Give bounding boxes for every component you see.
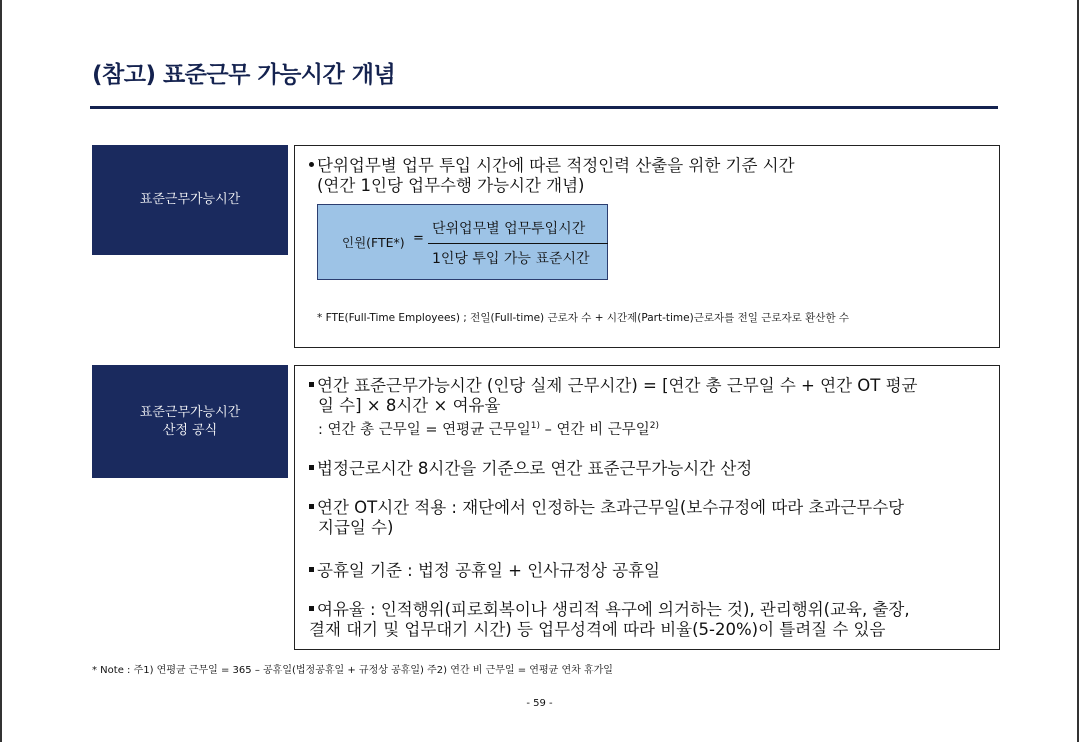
bullet-square-icon [309, 606, 314, 611]
section1-bullet-line1: 단위업무별 업무 투입 시간에 따른 적정인력 산출을 위한 기준 시간 [317, 156, 795, 175]
section1-bullet-line2: (연간 1인당 업무수행 가능시간 개념) [317, 176, 585, 195]
fraction-bar [428, 243, 608, 244]
bullet-square-icon [309, 504, 314, 509]
bottom-note: * Note : 주1) 연평균 근무일 = 365 – 공휴일(법정공휴일 + 규정상 공휴일) 주2) 연간 비 근무일 = 연평균 연차 휴가일 [92, 665, 613, 676]
bullet-allowance-rate [309, 600, 910, 640]
formula-lhs: 인원(FTE*) [342, 235, 405, 250]
section1-content-box [294, 145, 1000, 348]
section2-label-box [92, 365, 288, 478]
bullet-annual-hours [309, 376, 917, 440]
page-border-left [0, 0, 2, 742]
bullet-legal-hours [309, 459, 752, 479]
page-number: - 59 - [526, 698, 553, 709]
bullet-ot-hours [309, 498, 904, 538]
bullet-square-icon [309, 465, 314, 470]
b5-line2: 결재 대기 및 업무대기 시간) 등 업무성격에 따라 비율(5-20%)이 틀려질 수 있음 [309, 620, 886, 639]
b2-text: 법정근로시간 8시간을 기준으로 연간 표준근무가능시간 산정 [317, 459, 753, 478]
b1-line3-mid: – 연간 비 근무일 [540, 421, 650, 438]
section1-bullet [309, 156, 795, 196]
fte-formula-box [317, 204, 608, 280]
b3-line1: 연간 OT시간 적용 : 재단에서 인정하는 초과근무일(보수규정에 따라 초과근무수당 [317, 498, 905, 517]
b1-line3-pre: : 연간 총 근무일 = 연평균 근무일 [318, 421, 531, 438]
section1-label: 표준근무가능시간 [139, 192, 241, 207]
b1-line1: 연간 표준근무가능시간 (인당 실제 근무시간) = [연간 총 근무일 수 + 연간 OT 평균 [317, 376, 918, 395]
bullet-square-icon [309, 567, 314, 572]
b3-line2: 지급일 수) [318, 518, 394, 537]
b1-sup1: 1) [530, 421, 541, 431]
formula-equals: = [413, 231, 424, 246]
b5-line1: 여유율 : 인적행위(피로회복이나 생리적 욕구에 의거하는 것), 관리행위(교육, 출장, [317, 600, 910, 619]
section2-label-line1: 표준근무가능시간 [139, 404, 241, 420]
formula-numerator: 단위업무별 업무투입시간 [432, 221, 586, 237]
b1-line2: 일 수] × 8시간 × 여유율 [318, 396, 501, 415]
b4-text: 공휴일 기준 : 법정 공휴일 + 인사규정상 공휴일 [317, 561, 661, 580]
section2-content-box [294, 365, 1000, 650]
bullet-holidays [309, 561, 660, 581]
fte-footnote: * FTE(Full-Time Employees) ; 전일(Full-time) 근로자 수 + 시간제(Part-time)근로자를 전일 근로자로 환산한 수 [317, 312, 850, 324]
bullet-square-icon [309, 382, 314, 387]
section2-label-line2: 산정 공식 [162, 422, 218, 438]
title-divider [90, 106, 998, 109]
section1-label-box [92, 145, 288, 255]
formula-denominator: 1인당 투입 가능 표준시간 [432, 251, 590, 267]
bullet-dot-icon [309, 162, 314, 167]
page-title: (참고) 표준근무 가능시간 개념 [92, 62, 396, 88]
b1-sup2: 2) [649, 421, 660, 431]
